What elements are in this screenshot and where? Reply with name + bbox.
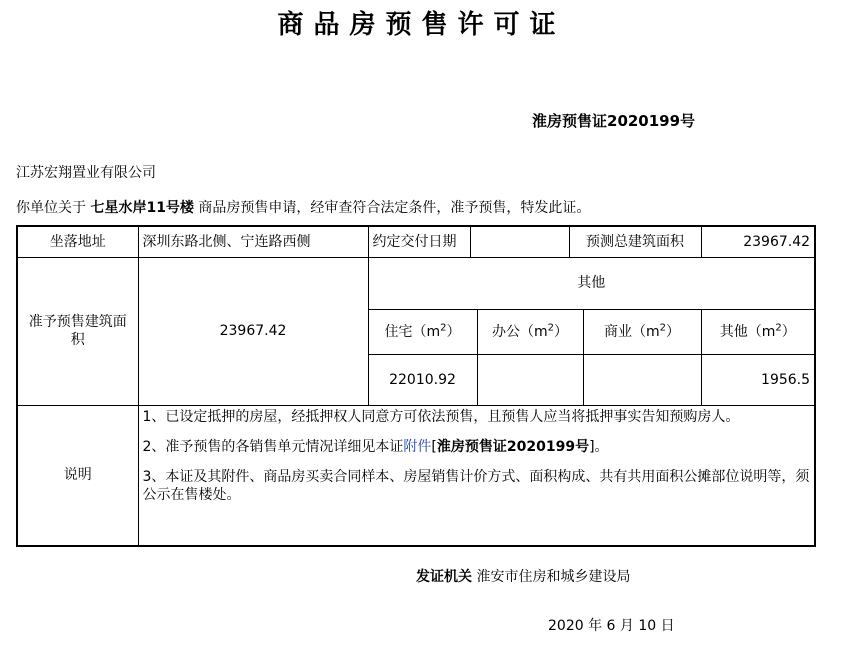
intro-suffix: 商品房预售申请，经审查符合法定条件，准予预售，特发此证。 — [198, 200, 591, 216]
company-name: 江苏宏翔置业有限公司 — [16, 165, 156, 181]
total-area-value: 23967.42 — [701, 226, 815, 257]
note-2-cert: 淮房预售证2020199号 — [436, 438, 590, 455]
location-value: 深圳东路北侧、宁连路西侧 — [138, 226, 368, 257]
col-commercial: 商业$(m^2)$ — [583, 309, 701, 354]
col-residential: 住宅$(m^2)$ — [368, 309, 477, 354]
issuer — [416, 566, 630, 586]
total-area-label: 预测总建筑面积 — [569, 226, 701, 257]
notes-content — [138, 405, 815, 546]
document-title: 商品房预售许可证 — [277, 10, 566, 40]
value-commercial — [583, 354, 701, 405]
value-residential: 22010.92 — [368, 354, 477, 405]
approved-area-label: 准予预售建筑面积 — [17, 257, 138, 405]
attachment-link[interactable]: 附件 — [403, 438, 432, 455]
certificate-number: 淮房预售证2020199号 — [532, 112, 696, 130]
issuer-name: 淮安市住房和城乡建设局 — [476, 569, 631, 585]
note-1: 1、已设定抵押的房屋，经抵押权人同意方可依法预售，且预售人应当将抵押事实告知预购房人。 — [142, 408, 740, 425]
permit-table — [16, 225, 816, 547]
delivery-date-label: 约定交付日期 — [368, 226, 470, 257]
intro-statement — [16, 197, 590, 217]
note-3: 3、本证及其附件、商品房买卖合同样本、房屋销售计价方式、面积构成、共有共用面积公摊部位说明等，须公示在售楼处。 — [142, 468, 810, 503]
approved-area-value: 23967.42 — [138, 257, 368, 405]
col-office: 办公$(m^2)$ — [477, 309, 583, 354]
value-other: 1956.5 — [701, 354, 815, 405]
col-other: 其他$(m^2)$ — [701, 309, 815, 354]
notes-label: 说明 — [17, 405, 138, 546]
note-2: 2、准予预售的各销售单元情况详细见本证附件[淮房预售证2020199号]。 — [142, 438, 609, 455]
project-name: 七星水岸11号楼 — [90, 200, 194, 216]
value-office — [477, 354, 583, 405]
location-label: 坐落地址 — [17, 226, 138, 257]
delivery-date-value — [470, 226, 569, 257]
intro-prefix: 你单位关于 — [16, 200, 86, 216]
other-header: 其他 — [368, 257, 815, 309]
issue-date: 2020 年 6 月 10 日 — [548, 618, 675, 634]
issuer-label: 发证机关 — [416, 569, 472, 585]
